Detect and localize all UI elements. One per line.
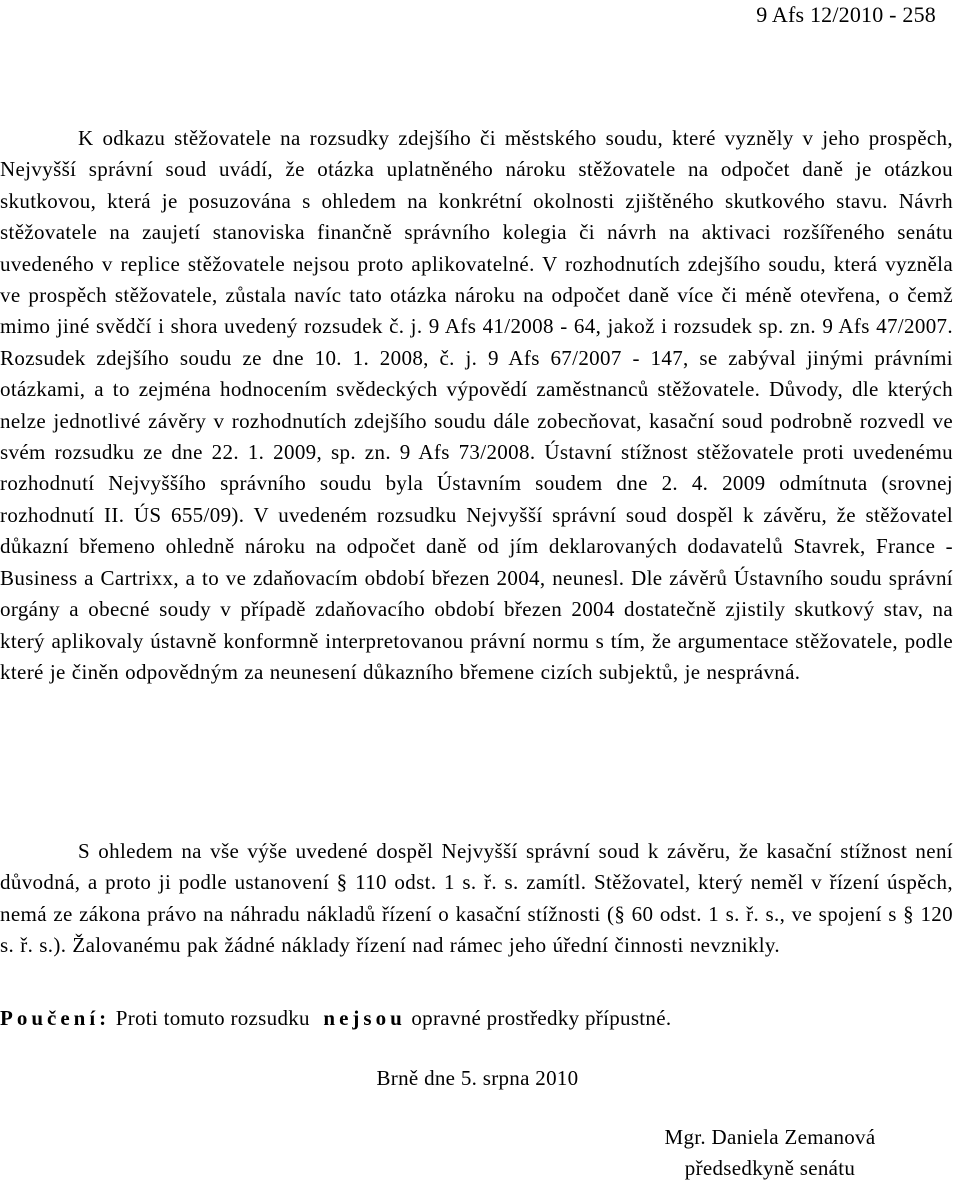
signature-block — [620, 1122, 920, 1184]
body-paragraph-2: S ohledem na vše výše uvedené dospěl Nejvyšší správní soud k závěru, že kasační stížnost není důvodná, a proto ji podle ustanovení § 110 odst. 1 s. ř. s. zamítl. Stěžovatel, který neměl v řízení úspěch, nemá ze zákona právo na náhradu nákladů řízení o kasační stížnosti (§ 60 odst. 1 s. ř. s., ve spojení s § 120 s. ř. s.). Žalovanému pak žádné náklady řízení nad rámec jeho úřední činnosti nevznikly. — [0, 839, 953, 958]
instruction-emphasis: nejsou — [323, 1006, 406, 1030]
case-reference: 9 Afs 12/2010 - 258 — [756, 2, 936, 27]
place-and-date: Brně dne 5. srpna 2010 — [376, 1066, 579, 1090]
body-paragraph-1: K odkazu stěžovatele na rozsudky zdejšího či městského soudu, které vyzněly v jeho prospěch, Nejvyšší správní soud uvádí, že otázka uplatněného nároku stěžovatele na odpočet daně je otázkou skutkovou, která je posuzována s ohledem na konkrétní okolnosti zjištěného skutkového stavu. Návrh stěžovatele na zaujetí stanoviska finančně správního kolegia či návrh na aktivaci rozšířeného senátu uvedeného v replice stěžovatele nejsou proto aplikovatelné. V rozhodnutích zdejšího soudu, která vyzněla ve prospěch stěžovatele, zůstala navíc tato otázka nároku na odpočet daně více či méně otevřena, o čemž mimo jiné svědčí i shora uvedený rozsudek č. j. 9 Afs 41/2008 - 64, jakož i rozsudek sp. zn. 9 Afs 47/2007. Rozsudek zdejšího soudu ze dne 10. 1. 2008, č. j. 9 Afs 67/2007 - 147, se zabýval jinými právními otázkami, a to zejména hodnocením svědeckých výpovědí zaměstnanců stěžovatele. Důvody, dle kterých nelze jednotlivé závěry v rozhodnutích zdejšího soudu dále zobecňovat, kasační soud podrobně rozvedl ve svém rozsudku ze dne 22. 1. 2009, sp. zn. 9 Afs 73/2008. Ústavní stížnost stěžovatele proti uvedenému rozhodnutí Nejvyššího správního soudu byla Ústavním soudem dne 2. 4. 2009 odmítnuta (srovnej rozhodnutí II. ÚS 655/09). V uvedeném rozsudku Nejvyšší správní soud dospěl k závěru, že stěžovatel důkazní břemeno ohledně nároku na odpočet daně od jím deklarovaných dodavatelů Stavrek, France - Business a Cartrixx, a to ve zdaňovacím období březen 2004, neunesl. Dle závěrů Ústavního soudu správní orgány a obecné soudy v případě zdaňovacího období březen 2004 dostatečně zjistily skutkový stav, na který aplikovaly ústavně konformně interpretovanou právní normu s tím, že argumentace stěžovatele, podle které je činěn odpovědným za neunesení důkazního břemene cizích subjektů, je nesprávná. — [0, 126, 953, 684]
signatory-name: Mgr. Daniela Zemanová — [664, 1125, 876, 1149]
instruction-text-before: Proti tomuto rozsudku — [115, 1006, 310, 1030]
signatory-title: předsedkyně senátu — [684, 1156, 856, 1180]
instruction-text-after: opravné prostředky přípustné. — [411, 1006, 672, 1030]
instruction-label: Poučení: — [0, 1006, 111, 1030]
legal-instruction — [0, 1003, 953, 1034]
